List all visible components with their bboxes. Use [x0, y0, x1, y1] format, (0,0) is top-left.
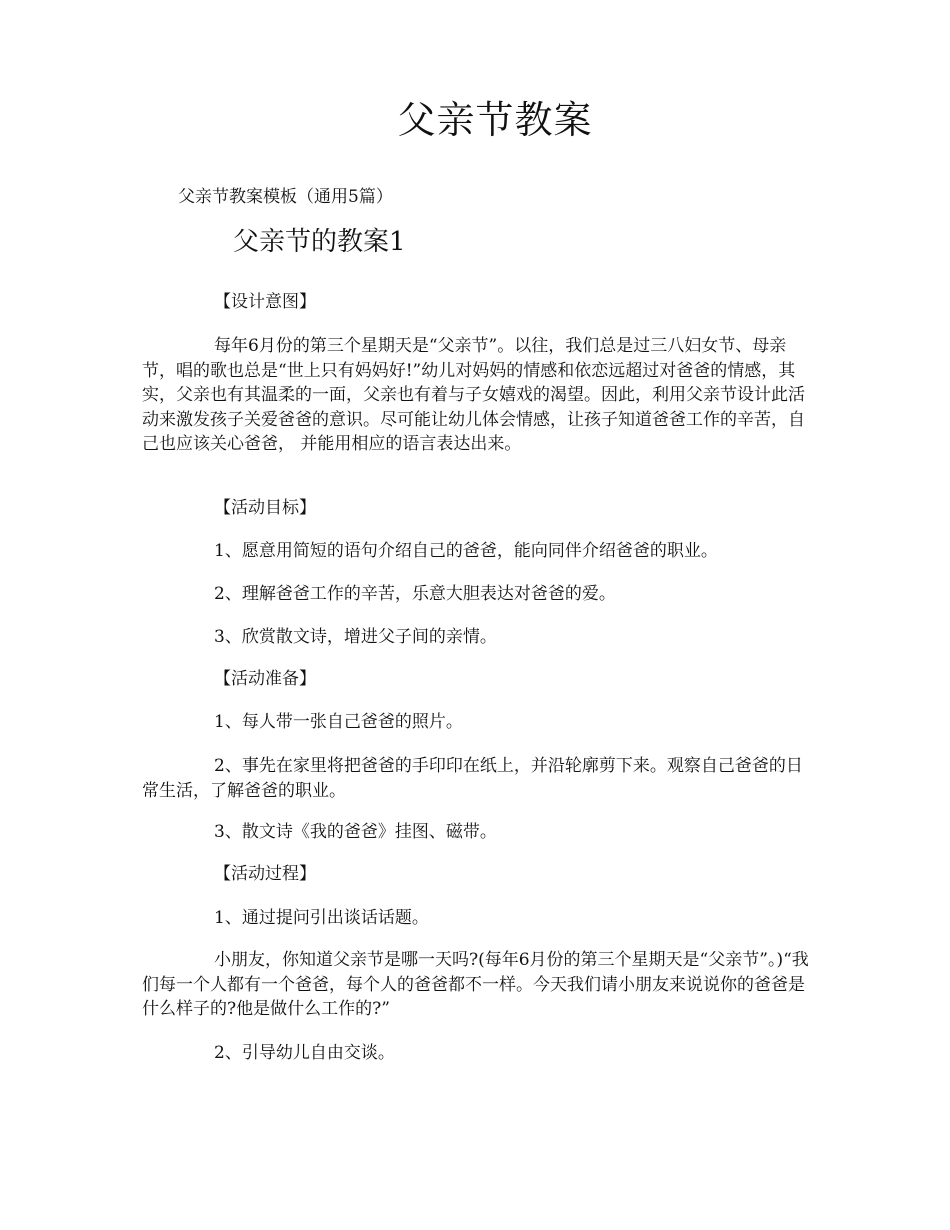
list-item-process-2: 2、引导幼儿自由交谈。	[214, 1043, 395, 1063]
heading-activity-preparation: 【活动准备】	[214, 669, 316, 689]
heading-design-intent: 【设计意图】	[214, 292, 316, 312]
list-item-prep-1: 1、每人带一张自己爸爸的照片。	[214, 712, 463, 732]
list-item-goal-2: 2、理解爸爸工作的辛苦，乐意大胆表达对爸爸的爱。	[214, 584, 616, 604]
list-item-goal-3: 3、欣赏散文诗，增进父子间的亲情。	[214, 627, 497, 647]
document-subtitle: 父亲节教案模板（通用5篇）	[178, 187, 393, 207]
heading-activity-process: 【活动过程】	[214, 864, 316, 884]
document-title: 父亲节教案	[397, 98, 593, 142]
section-title: 父亲节的教案1	[233, 227, 406, 257]
paragraph-process-question: 小朋友，你知道父亲节是哪一天吗?(每年6月份的第三个星期天是“父亲节”。)“我们每一个人都有一个爸爸，每个人的爸爸都不一样。今天我们请小朋友来说说你的爸爸是什么样子的?他是做什么工作的?”	[142, 950, 809, 1019]
heading-activity-goals: 【活动目标】	[214, 498, 316, 518]
list-item-prep-2: 2、事先在家里将把爸爸的手印印在纸上，并沿轮廓剪下来。观察自己爸爸的日常生活，了解爸爸的职业。	[142, 756, 803, 801]
paragraph-design-intent: 每年6月份的第三个星期天是“父亲节”。以往，我们总是过三八妇女节、母亲节，唱的歌也总是“世上只有妈妈好!”幼儿对妈妈的情感和依恋远超过对爸爸的情感，其实，父亲也有其温柔的一面，父亲也有着与子女嬉戏的渴望。因此，利用父亲节设计此活动来激发孩子关爱爸爸的意识。尽可能让幼儿体会情感，让孩子知道爸爸工作的辛苦，自己也应该关心爸爸， 并能用相应的语言表达出来。	[142, 336, 805, 454]
list-item-goal-1: 1、愿意用简短的语句介绍自己的爸爸，能向同伴介绍爸爸的职业。	[214, 541, 718, 561]
list-item-process-1: 1、通过提问引出谈话话题。	[214, 908, 429, 928]
list-item-prep-3: 3、散文诗《我的爸爸》挂图、磁带。	[214, 822, 497, 842]
